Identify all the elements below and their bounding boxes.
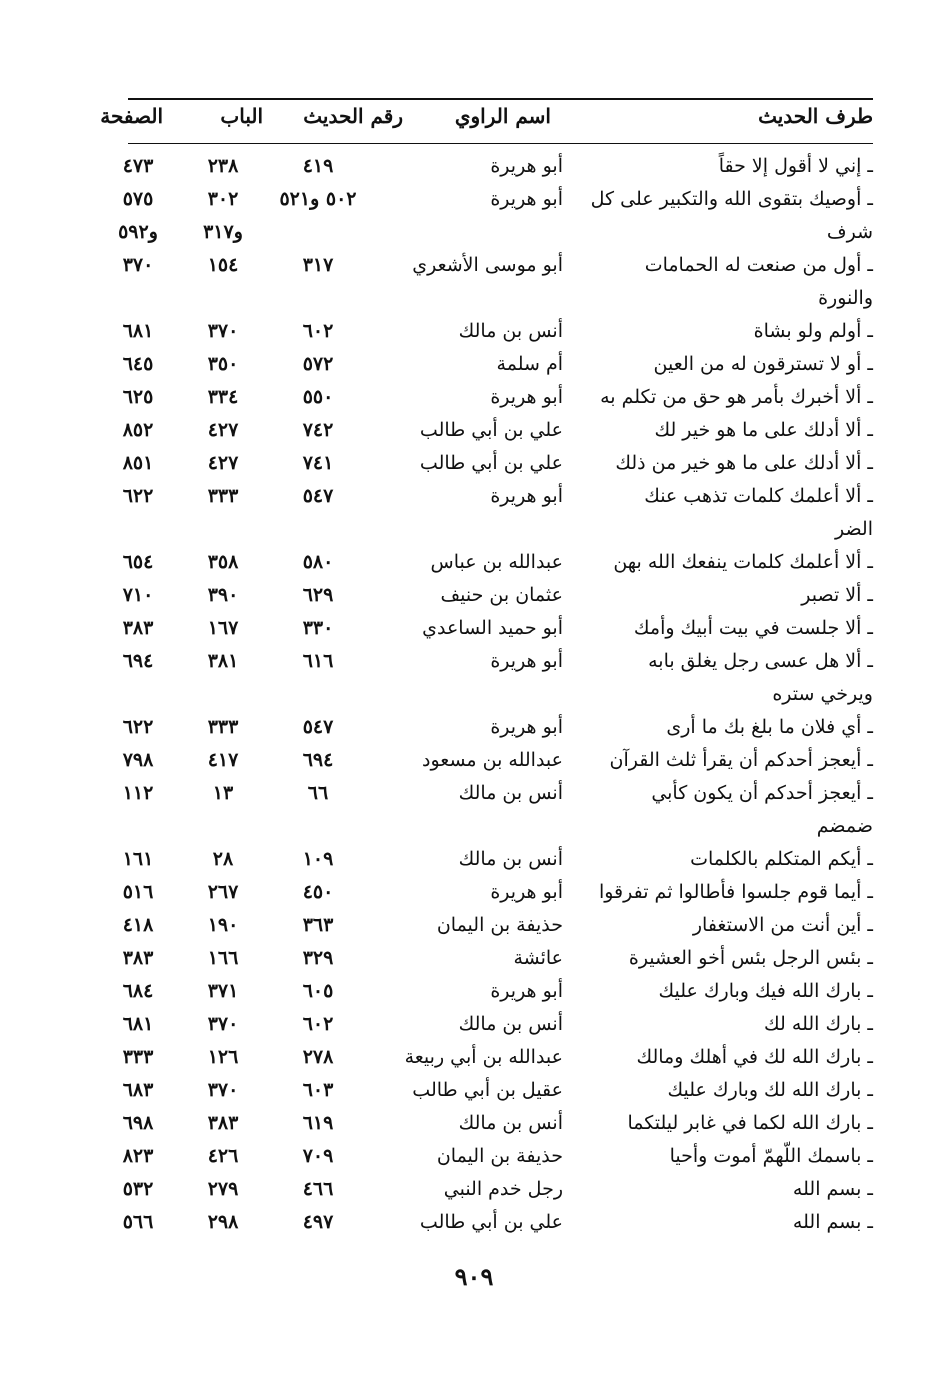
page-ref: ٥٧٥	[122, 188, 154, 210]
hadith-number: ٦٠٢	[302, 320, 334, 342]
page-ref: ٦٨١	[122, 320, 154, 342]
hadith-text: ـ أيما قوم جلسوا فأطالوا ثم تفرقوا	[598, 881, 873, 903]
hadith-text: ـ باسمك اللّهمّ أموت وأحيا	[669, 1145, 873, 1167]
chapter-number: ٢٨	[212, 848, 234, 870]
page-number: ٩٠٩	[454, 1262, 494, 1291]
header-rule	[128, 143, 873, 144]
narrator-name: أنس بن مالك	[458, 782, 563, 804]
table-row	[0, 645, 948, 678]
hadith-number: ٤٥٠	[302, 881, 334, 903]
hadith-text: ـ بسم الله	[792, 1211, 873, 1233]
chapter-number: ٣٠٢	[207, 188, 239, 210]
chapter-number: ٣٧١	[207, 980, 239, 1002]
narrator-name: أبو هريرة	[490, 980, 563, 1002]
table-row	[0, 282, 948, 315]
hadith-number: ٣١٧	[302, 254, 334, 276]
hadith-text: ـ بسم الله	[792, 1178, 873, 1200]
hadith-text: ـ إني لا أقول إلا حقاً	[718, 155, 873, 177]
hadith-number: ٦١٦	[302, 650, 334, 672]
hadith-text: ـ أيعجز أحدكم أن يقرأ ثلث القرآن	[609, 749, 873, 771]
narrator-name: أبو حميد الساعدي	[422, 617, 563, 639]
hadith-number: ٦٠٢	[302, 1013, 334, 1035]
hadith-text: ـ ألا جلست في بيت أبيك وأمك	[633, 617, 873, 639]
hadith-text: ـ ألا أعلمك كلمات ينفعك الله بهن	[613, 551, 873, 573]
narrator-name: حذيفة بن اليمان	[436, 914, 563, 936]
hadith-number: ٧٤١	[302, 452, 334, 474]
page-ref: ٣٨٣	[122, 947, 154, 969]
chapter-number: ٢٦٧	[207, 881, 239, 903]
page-ref: ٦٨٤	[122, 980, 154, 1002]
page-ref: ٤١٨	[122, 914, 154, 936]
page-ref: ٦٨١	[122, 1013, 154, 1035]
hadith-text: ويرخي ستره	[772, 683, 873, 705]
hadith-text: والنورة	[818, 287, 873, 309]
hadith-number: ٤٦٦	[302, 1178, 334, 1200]
narrator-name: أنس بن مالك	[458, 1112, 563, 1134]
chapter-number: ١٣	[212, 782, 234, 804]
header-page: الصفحة	[100, 104, 163, 128]
chapter-number: ١٦٧	[207, 617, 239, 639]
header-rawi: اسم الراوي	[454, 104, 551, 128]
narrator-name: أم سلمة	[496, 353, 563, 375]
page-ref: ٥٦٦	[122, 1211, 154, 1233]
chapter-number: و٣١٧	[203, 221, 243, 243]
narrator-name: أنس بن مالك	[458, 1013, 563, 1035]
table-row	[0, 381, 948, 414]
narrator-name: أبو هريرة	[490, 881, 563, 903]
table-row	[0, 579, 948, 612]
chapter-number: ٤١٧	[207, 749, 239, 771]
hadith-text: ـ أي فلان ما بلغ بك ما أرى	[666, 716, 873, 738]
hadith-text: ـ بارك الله لك وبارك عليك	[667, 1079, 873, 1101]
chapter-number: ٣٩٠	[207, 584, 239, 606]
header-hadith: طرف الحديث	[758, 104, 873, 128]
table-row	[0, 414, 948, 447]
table-row	[0, 447, 948, 480]
hadith-text: ـ ألا أدلك على ما هو خير لك	[654, 419, 873, 441]
narrator-name: علي بن أبي طالب	[419, 419, 563, 441]
table-row	[0, 249, 948, 282]
table-row	[0, 480, 948, 513]
page-ref: ٦٩٨	[122, 1112, 154, 1134]
chapter-number: ٢٣٨	[207, 155, 239, 177]
hadith-text: ـ ألا أخبرك بأمر هو حق من تكلم به	[600, 386, 873, 408]
table-row	[0, 1173, 948, 1206]
chapter-number: ٣٧٠	[207, 1013, 239, 1035]
page-ref: ٨٢٣	[122, 1145, 154, 1167]
hadith-number: ٥٤٧	[302, 716, 334, 738]
page-ref: ١٦١	[122, 848, 154, 870]
table-row	[0, 546, 948, 579]
header-chapter: الباب	[220, 104, 263, 128]
page-ref: ٨٥١	[122, 452, 154, 474]
chapter-number: ٤٢٧	[207, 419, 239, 441]
narrator-name: عبدالله بن عباس	[430, 551, 563, 573]
narrator-name: عقيل بن أبي طالب	[412, 1079, 563, 1101]
page-ref: ٧١٠	[122, 584, 154, 606]
narrator-name: أبو موسى الأشعري	[412, 254, 563, 276]
hadith-text: ـ أوصيك بتقوى الله والتكبير على كل	[590, 188, 873, 210]
page-ref: ٣٧٠	[122, 254, 154, 276]
hadith-number: ١٠٩	[302, 848, 334, 870]
table-row	[0, 810, 948, 843]
hadith-text: ـ ألا أدلك على ما هو خير من ذلك	[615, 452, 873, 474]
hadith-text: ـ أيعجز أحدكم أن يكون كأبي	[651, 782, 873, 804]
table-header	[100, 104, 873, 140]
hadith-text: ـ بئس الرجل بئس أخو العشيرة	[628, 947, 873, 969]
narrator-name: أنس بن مالك	[458, 848, 563, 870]
table-row	[0, 711, 948, 744]
page-ref: ٦٢٥	[122, 386, 154, 408]
hadith-number: ٥٤٧	[302, 485, 334, 507]
top-rule	[128, 98, 873, 100]
hadith-text: ـ أول من صنعت له الحمامات	[644, 254, 873, 276]
chapter-number: ٣٣٣	[207, 485, 239, 507]
page-ref: ٥١٦	[122, 881, 154, 903]
hadith-number: ٥٠٢ و٥٢١	[279, 188, 357, 210]
table-row	[0, 975, 948, 1008]
hadith-text: الضر	[834, 518, 873, 540]
page-ref: و٥٩٢	[118, 221, 158, 243]
table-row	[0, 1140, 948, 1173]
table-row	[0, 678, 948, 711]
table-row	[0, 1074, 948, 1107]
page-ref: ٣٣٣	[122, 1046, 154, 1068]
hadith-number: ٤١٩	[302, 155, 334, 177]
narrator-name: عبدالله بن أبي ربيعة	[404, 1046, 563, 1068]
chapter-number: ١٢٦	[207, 1046, 239, 1068]
chapter-number: ٢٩٨	[207, 1211, 239, 1233]
narrator-name: حذيفة بن اليمان	[436, 1145, 563, 1167]
chapter-number: ٣٣٣	[207, 716, 239, 738]
chapter-number: ١٩٠	[207, 914, 239, 936]
hadith-text: شرف	[826, 221, 873, 243]
table-row	[0, 876, 948, 909]
hadith-number: ٧٠٩	[302, 1145, 334, 1167]
hadith-text: ـ بارك الله فيك وبارك عليك	[658, 980, 873, 1002]
table-row	[0, 183, 948, 216]
header-hadith-number: رقم الحديث	[303, 104, 403, 128]
hadith-number: ٥٥٠	[302, 386, 334, 408]
hadith-text: ـ بارك الله لكما في غابر ليلتكما	[627, 1112, 873, 1134]
page-ref: ٧٩٨	[122, 749, 154, 771]
hadith-number: ٦٦	[307, 782, 329, 804]
hadith-text: ـ أيكم المتكلم بالكلمات	[690, 848, 873, 870]
chapter-number: ٤٢٧	[207, 452, 239, 474]
page-ref: ٥٣٢	[122, 1178, 154, 1200]
chapter-number: ٢٧٩	[207, 1178, 239, 1200]
hadith-text: ضمضم	[816, 815, 873, 837]
chapter-number: ٣٨١	[207, 650, 239, 672]
chapter-number: ١٥٤	[207, 254, 239, 276]
chapter-number: ٣٨٣	[207, 1112, 239, 1134]
narrator-name: أنس بن مالك	[458, 320, 563, 342]
table-row	[0, 315, 948, 348]
chapter-number: ٣٧٠	[207, 1079, 239, 1101]
chapter-number: ٣٥٨	[207, 551, 239, 573]
chapter-number: ١٦٦	[207, 947, 239, 969]
hadith-text: ـ أولم ولو بشاة	[753, 320, 873, 342]
hadith-text: ـ ألا هل عسى رجل يغلق بابه	[648, 650, 873, 672]
page-ref: ١١٢	[122, 782, 154, 804]
hadith-text: ـ بارك الله لك	[764, 1013, 873, 1035]
hadith-number: ٦٢٩	[302, 584, 334, 606]
narrator-name: أبو هريرة	[490, 386, 563, 408]
table-row	[0, 777, 948, 810]
hadith-number: ٥٧٢	[302, 353, 334, 375]
hadith-number: ٦٠٣	[302, 1079, 334, 1101]
narrator-name: أبو هريرة	[490, 485, 563, 507]
table-row	[0, 843, 948, 876]
chapter-number: ٤٢٦	[207, 1145, 239, 1167]
table-row	[0, 744, 948, 777]
chapter-number: ٣٧٠	[207, 320, 239, 342]
hadith-number: ٤٩٧	[302, 1211, 334, 1233]
hadith-number: ٦١٩	[302, 1112, 334, 1134]
narrator-name: أبو هريرة	[490, 155, 563, 177]
page-ref: ٦٥٤	[122, 551, 154, 573]
chapter-number: ٣٥٠	[207, 353, 239, 375]
table-row	[0, 216, 948, 249]
hadith-text: ـ أو لا تسترقون له من العين	[653, 353, 873, 375]
page-ref: ٤٧٣	[122, 155, 154, 177]
page-ref: ٦٢٢	[122, 485, 154, 507]
hadith-text: ـ بارك الله لك في أهلك ومالك	[636, 1046, 873, 1068]
table-row	[0, 1107, 948, 1140]
table-row	[0, 1041, 948, 1074]
narrator-name: علي بن أبي طالب	[419, 1211, 563, 1233]
page-ref: ٨٥٢	[122, 419, 154, 441]
hadith-number: ٣٣٠	[302, 617, 334, 639]
hadith-number: ٢٧٨	[302, 1046, 334, 1068]
narrator-name: علي بن أبي طالب	[419, 452, 563, 474]
table-row	[0, 612, 948, 645]
narrator-name: رجل خدم النبي	[443, 1178, 563, 1200]
hadith-number: ٥٨٠	[302, 551, 334, 573]
hadith-number: ٦٠٥	[302, 980, 334, 1002]
chapter-number: ٣٣٤	[207, 386, 239, 408]
narrator-name: عثمان بن حنيف	[440, 584, 563, 606]
table-row	[0, 348, 948, 381]
hadith-number: ٧٤٢	[302, 419, 334, 441]
table-row	[0, 150, 948, 183]
table-row	[0, 909, 948, 942]
narrator-name: عائشة	[513, 947, 563, 969]
hadith-text: ـ ألا أعلمك كلمات تذهب عنك	[644, 485, 873, 507]
narrator-name: أبو هريرة	[490, 188, 563, 210]
table-body	[0, 150, 948, 1239]
hadith-text: ـ ألا تصبر	[801, 584, 873, 606]
table-row	[0, 1206, 948, 1239]
page-ref: ٦٨٣	[122, 1079, 154, 1101]
narrator-name: أبو هريرة	[490, 716, 563, 738]
table-row	[0, 513, 948, 546]
page-ref: ٦٢٢	[122, 716, 154, 738]
narrator-name: عبدالله بن مسعود	[422, 749, 563, 771]
table-row	[0, 1008, 948, 1041]
narrator-name: أبو هريرة	[490, 650, 563, 672]
page-ref: ٦٤٥	[122, 353, 154, 375]
hadith-number: ٦٩٤	[302, 749, 334, 771]
hadith-text: ـ أين أنت من الاستغفار	[692, 914, 873, 936]
hadith-number: ٣٦٣	[302, 914, 334, 936]
page-ref: ٦٩٤	[122, 650, 154, 672]
table-row	[0, 942, 948, 975]
hadith-number: ٣٢٩	[302, 947, 334, 969]
page-ref: ٣٨٣	[122, 617, 154, 639]
